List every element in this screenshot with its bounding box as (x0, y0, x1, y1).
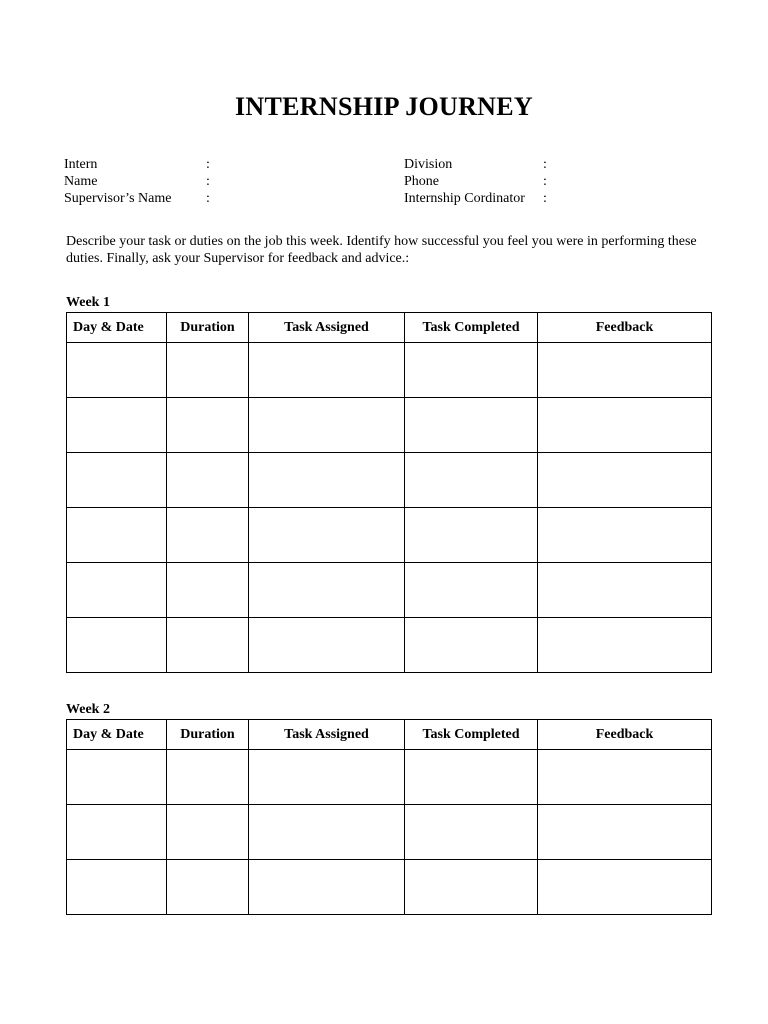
table-header-row (67, 313, 712, 343)
table-row (67, 563, 712, 618)
day-date-cell[interactable] (67, 750, 167, 805)
task-completed-cell[interactable] (405, 805, 538, 860)
day-date-cell[interactable] (67, 508, 167, 563)
feedback-cell[interactable] (538, 453, 712, 508)
day-date-cell[interactable] (67, 618, 167, 673)
day-date-cell[interactable] (67, 343, 167, 398)
task-completed-cell[interactable] (405, 750, 538, 805)
duration-cell[interactable] (167, 750, 249, 805)
header-feedback: Feedback (538, 720, 712, 750)
task-assigned-cell[interactable] (249, 618, 405, 673)
duration-cell[interactable] (167, 563, 249, 618)
duration-cell[interactable] (167, 343, 249, 398)
day-date-cell[interactable] (67, 805, 167, 860)
task-completed-cell[interactable] (405, 398, 538, 453)
week-2-label: Week 2 (66, 702, 110, 717)
duration-cell[interactable] (167, 398, 249, 453)
name-row (64, 173, 264, 190)
division-colon: : (543, 157, 547, 172)
intern-row (64, 156, 264, 173)
phone-label: Phone (404, 174, 439, 189)
internship-coordinator-colon: : (543, 191, 547, 206)
name-colon: : (206, 174, 210, 189)
day-date-cell[interactable] (67, 563, 167, 618)
task-assigned-cell[interactable] (249, 805, 405, 860)
duration-cell[interactable] (167, 453, 249, 508)
header-feedback: Feedback (538, 313, 712, 343)
table-row (67, 398, 712, 453)
task-completed-cell[interactable] (405, 343, 538, 398)
header-task-completed: Task Completed (405, 720, 538, 750)
name-label: Name (64, 174, 98, 189)
internship-coordinator-row (404, 190, 604, 207)
header-duration: Duration (167, 720, 249, 750)
table-row (67, 860, 712, 915)
instructions-paragraph: Describe your task or duties on the job this week. Identify how successful you feel you were in performing these duties. Finally, ask your Supervisor for feedback and advice.: (66, 234, 697, 266)
week-1-label: Week 1 (66, 295, 110, 310)
task-assigned-cell[interactable] (249, 398, 405, 453)
task-assigned-cell[interactable] (249, 563, 405, 618)
feedback-cell[interactable] (538, 563, 712, 618)
division-label: Division (404, 157, 453, 172)
feedback-cell[interactable] (538, 750, 712, 805)
intern-label: Intern (64, 157, 98, 172)
task-assigned-cell[interactable] (249, 453, 405, 508)
week-1-table (66, 312, 712, 673)
task-completed-cell[interactable] (405, 860, 538, 915)
week-2-table (66, 719, 712, 915)
task-completed-cell[interactable] (405, 563, 538, 618)
duration-cell[interactable] (167, 860, 249, 915)
duration-cell[interactable] (167, 805, 249, 860)
table-row (67, 508, 712, 563)
page-title: INTERNSHIP JOURNEY (235, 92, 533, 121)
header-task-completed: Task Completed (405, 313, 538, 343)
intern-info-left (64, 156, 264, 207)
intern-colon: : (206, 157, 210, 172)
feedback-cell[interactable] (538, 508, 712, 563)
supervisor-name-colon: : (206, 191, 210, 206)
task-completed-cell[interactable] (405, 508, 538, 563)
header-day-date: Day & Date (67, 720, 167, 750)
duration-cell[interactable] (167, 618, 249, 673)
task-assigned-cell[interactable] (249, 750, 405, 805)
feedback-cell[interactable] (538, 860, 712, 915)
day-date-cell[interactable] (67, 398, 167, 453)
header-day-date: Day & Date (67, 313, 167, 343)
intern-info-right (404, 156, 604, 207)
table-row (67, 453, 712, 508)
feedback-cell[interactable] (538, 805, 712, 860)
table-row (67, 805, 712, 860)
task-assigned-cell[interactable] (249, 860, 405, 915)
division-row (404, 156, 604, 173)
table-row (67, 750, 712, 805)
table-row (67, 618, 712, 673)
table-header-row (67, 720, 712, 750)
phone-row (404, 173, 604, 190)
day-date-cell[interactable] (67, 453, 167, 508)
task-completed-cell[interactable] (405, 453, 538, 508)
feedback-cell[interactable] (538, 343, 712, 398)
duration-cell[interactable] (167, 508, 249, 563)
task-assigned-cell[interactable] (249, 343, 405, 398)
supervisor-name-row (64, 190, 264, 207)
internship-coordinator-label: Internship Cordinator (404, 191, 525, 206)
header-duration: Duration (167, 313, 249, 343)
header-task-assigned: Task Assigned (249, 313, 405, 343)
task-completed-cell[interactable] (405, 618, 538, 673)
header-task-assigned: Task Assigned (249, 720, 405, 750)
phone-colon: : (543, 174, 547, 189)
feedback-cell[interactable] (538, 398, 712, 453)
day-date-cell[interactable] (67, 860, 167, 915)
feedback-cell[interactable] (538, 618, 712, 673)
table-row (67, 343, 712, 398)
supervisor-name-label: Supervisor’s Name (64, 191, 172, 206)
task-assigned-cell[interactable] (249, 508, 405, 563)
